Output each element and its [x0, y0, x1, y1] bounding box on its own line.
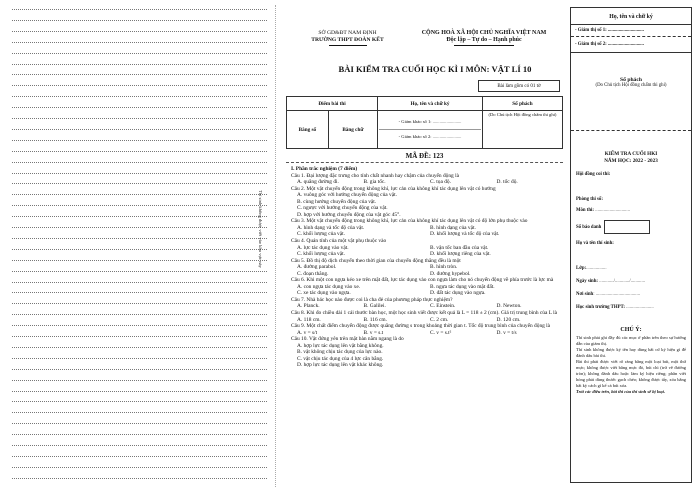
answer-option[interactable]: D. 120 cm.	[496, 316, 521, 323]
question-text: Câu 5. Đồ thị độ dịch chuyển theo thời gian của chuyển động thẳng đều là một	[291, 257, 461, 264]
dotted-line	[12, 118, 267, 119]
dotted-line	[12, 205, 267, 206]
dotted-line	[12, 423, 267, 424]
dotted-line	[12, 85, 267, 86]
dotted-line	[12, 140, 267, 141]
dotted-line	[12, 369, 267, 370]
question	[291, 323, 563, 336]
notice-1: Thí sinh phải ghi đầy đủ các mục ở phần trên theo sự hướng dẫn của giám thị.	[576, 335, 686, 346]
nation-header	[410, 30, 558, 46]
answer-option[interactable]: D. đất tác dụng vào ngựa.	[430, 290, 486, 297]
answer-option[interactable]: D. v = t/s	[496, 329, 517, 336]
question-text: Câu 2. Một vật chuyển động trong không khí, lực cản của không khí tác dụng lên vật có hướng	[291, 185, 496, 192]
dotted-line	[12, 42, 267, 43]
answer-option[interactable]: A. vuông góc với hướng chuyển động của vật.	[297, 192, 397, 199]
place-label: Nơi sinh	[576, 292, 594, 297]
dotted-line	[12, 347, 267, 348]
council-field[interactable]	[571, 171, 691, 178]
question	[291, 173, 563, 186]
dotted-line	[12, 260, 267, 261]
code-header: Số phách	[482, 97, 562, 111]
student-of-dots: .......................	[626, 305, 654, 310]
dotted-line	[12, 467, 267, 468]
department: SỞ GD&ĐT NAM ĐỊNH	[318, 30, 377, 36]
notice-2: Thí sinh không được ký tên hay dùng bất cứ ký hiệu gì để đánh dấu bài thi.	[576, 347, 686, 358]
answer-options	[291, 264, 563, 277]
school-header	[300, 30, 395, 46]
question-list	[291, 166, 563, 369]
dotted-line	[12, 183, 267, 184]
answer-option[interactable]: A. 118 cm.	[297, 316, 321, 323]
nation-name: CỘNG HOÀ XÃ HỘI CHỦ NGHĨA VIỆT NAM	[421, 30, 547, 36]
exam-code: MÃ ĐỀ: 123	[405, 152, 444, 160]
dotted-line	[12, 129, 267, 130]
cut-divider	[571, 130, 691, 131]
score-words-label: Bằng chữ	[328, 111, 377, 149]
answer-option[interactable]: A. quãng đường đi.	[297, 179, 339, 186]
examiners-cell	[378, 111, 483, 149]
answer-option[interactable]: B. vận tốc ban đầu của vật.	[430, 244, 489, 251]
dotted-line	[12, 216, 267, 217]
question-text: Câu 7. Nhà bác học nào được coi là cha đẻ của phương pháp thực nghiệm?	[291, 296, 453, 303]
motto-underline	[454, 45, 514, 46]
answer-options	[291, 179, 563, 186]
score-header: Điểm bài thi	[287, 97, 378, 111]
proctor-1[interactable]: - Giám thị số 1: ..............................	[575, 28, 644, 33]
dotted-line	[12, 238, 267, 239]
answer-option[interactable]: D. hợp với hướng chuyển động của vật góc 45°.	[297, 211, 401, 218]
exam-name-block	[571, 151, 691, 165]
subject-dots: .............................	[595, 208, 630, 213]
answer-option[interactable]: C. vật chịu tác dụng của 4 lực cân bằng.	[297, 355, 384, 362]
answer-option[interactable]: B. 116 cm.	[363, 316, 387, 323]
header-underline	[329, 45, 367, 46]
section-title: I. Phần trắc nghiệm (7 điểm)	[291, 166, 358, 172]
dob-field[interactable]	[571, 278, 691, 285]
answer-option[interactable]: A. hình dạng và tốc độ của vật.	[297, 224, 365, 231]
dotted-line	[12, 434, 267, 435]
sidebar-code-title: Số phách	[620, 77, 642, 83]
proctor-2[interactable]: - Giám thị số 2: ..............................	[575, 42, 644, 47]
answer-option[interactable]: A. đường parabol.	[297, 264, 337, 271]
score-number-label: Bằng số	[287, 111, 329, 149]
question	[291, 258, 563, 278]
dotted-line	[12, 107, 267, 108]
student-of-field[interactable]	[571, 304, 691, 311]
dotted-line	[12, 194, 267, 195]
dotted-line	[12, 401, 267, 402]
dotted-line	[12, 271, 267, 272]
answer-options	[291, 343, 563, 369]
margin-note: Thí sinh không được viết vào khu vực này	[258, 190, 263, 268]
answer-option[interactable]: D. khối lượng và tốc độ của vật.	[430, 231, 500, 238]
place-dots: : .....................................	[593, 292, 641, 297]
school-name: TRƯỜNG THPT ĐOÀN KẾT	[311, 37, 384, 43]
question	[291, 277, 563, 297]
dotted-line	[12, 358, 267, 359]
answer-options	[291, 225, 563, 238]
dob-label: Ngày sinh:	[576, 279, 598, 284]
fullname-label: Họ và tên thí sinh:	[576, 241, 614, 246]
divider	[571, 36, 691, 37]
question-text: Câu 3. Một vật chuyển động trong không khí, lực cản của không khí tác dụng lên vật có độ lớn phụ thuộc vào	[291, 218, 528, 225]
place-field[interactable]	[571, 291, 691, 298]
dotted-line	[12, 282, 267, 283]
answer-option[interactable]: B. cùng hướng chuyển động của vật.	[297, 198, 377, 205]
question	[291, 310, 563, 323]
dotted-line	[12, 96, 267, 97]
score-table	[286, 96, 563, 149]
answer-option[interactable]: B. gia tốc.	[363, 179, 386, 186]
answer-option[interactable]: C. v = s.t²	[430, 329, 452, 336]
exam-name: KIỂM TRA CUỐI HKI	[604, 151, 658, 157]
fullname-field[interactable]	[571, 240, 691, 247]
question	[291, 297, 563, 310]
answer-option[interactable]: C. ngược với hướng chuyển động của vật.	[297, 205, 388, 212]
divider	[571, 52, 691, 53]
notice-3: Bài thi phải được viết rõ ràng bằng một loại bút, một thứ mực; không được viết bằng mực đỏ, bút chì (trừ vẽ đường tròn); không đánh dấu hoặc làm ký hiệu riêng; phần viết hỏng phải dùng thước gạch chéo; không được tẩy, xóa bằng bất kỳ cách gì kể cả bút xóa.	[576, 359, 686, 388]
class-field[interactable]	[571, 265, 691, 272]
dotted-line	[12, 74, 267, 75]
question	[291, 218, 563, 238]
question	[291, 336, 563, 369]
dotted-line	[12, 162, 267, 163]
answer-option[interactable]: B. hình tròn.	[430, 264, 458, 271]
dob-dots: ............/............/............	[599, 279, 646, 284]
dotted-line	[12, 249, 267, 250]
answer-option[interactable]: C. tọa độ.	[430, 179, 451, 186]
notice-4: Trái các điều trên, bài thi của thí sinh sẽ bị loại.	[576, 389, 665, 394]
dotted-line	[12, 325, 267, 326]
council-label: Hội đồng coi thi:	[576, 172, 611, 177]
answer-option[interactable]: D. tốc độ.	[496, 179, 518, 186]
answer-option[interactable]: B. hình dạng của vật.	[430, 224, 476, 231]
answer-options	[291, 192, 563, 218]
question-text: Câu 8. Khi đo chiều dài 1 cái thước bàn học, một học sinh viết được kết quả là L = 118 ± 2 (cm). Giá trị trung bình của L là	[291, 310, 558, 317]
answer-option[interactable]: B. Galilei.	[363, 303, 386, 310]
question-text: Câu 4. Quán tính của một vật phụ thuộc vào	[291, 238, 387, 245]
dotted-line	[12, 31, 267, 32]
cut-line	[275, 5, 276, 487]
dotted-line	[12, 173, 267, 174]
class-dots: .................	[586, 266, 607, 271]
dotted-line	[12, 151, 267, 152]
subject-field[interactable]	[571, 207, 691, 214]
question-text: Câu 6. Khi một con ngựa kéo xe trên mặt đất, lực tác dụng vào con ngựa làm cho nó chuyển động về phía trước là lực mà	[291, 277, 554, 284]
answer-option[interactable]: A. con ngựa tác dụng vào xe.	[297, 283, 361, 290]
sidebar-code-note: (Do Chủ tịch Hội đồng chấm thi ghi)	[595, 83, 667, 88]
examiner-1[interactable]: - Giám khảo số 1: .........................	[398, 119, 462, 124]
answer-option[interactable]: A. lực tác dụng vào vật.	[297, 244, 349, 251]
dotted-line	[12, 64, 267, 65]
answer-option[interactable]: B. v = s.t	[363, 329, 384, 336]
code-note: (Do Chủ tịch Hội đồng chấm thi ghi)	[482, 111, 562, 149]
answer-option[interactable]: A. hợp lực tác dụng lên vật bằng không.	[297, 342, 384, 349]
answer-option[interactable]: B. vật không chịu tác dụng của lực nào.	[297, 349, 383, 356]
answer-option[interactable]: D. hợp lực tác dụng lên vật khác không.	[297, 362, 384, 369]
candidate-sidebar	[570, 7, 692, 483]
answer-option[interactable]: C. khối lượng của vật.	[297, 231, 345, 238]
dotted-line	[12, 456, 267, 457]
answer-option[interactable]: A. v = s/t	[297, 329, 318, 336]
question-text: Câu 1. Đại lượng đặc trưng cho tính chất nhanh hay chậm của chuyển động là	[291, 172, 459, 179]
dotted-line	[12, 336, 267, 337]
dotted-line	[12, 445, 267, 446]
dotted-line	[12, 314, 267, 315]
answer-option[interactable]: C. Einstein.	[430, 303, 456, 310]
notice-title: CHÚ Ý:	[620, 327, 642, 333]
dotted-line	[12, 20, 267, 21]
sidebar-names-title: Họ, tên và chữ ký	[609, 14, 653, 20]
exam-title: BÀI KIỂM TRA CUỐI HỌC KÌ I MÔN: VẬT LÍ 10	[338, 64, 532, 74]
room-label: Phòng thi số:	[576, 197, 603, 202]
question	[291, 238, 563, 258]
room-field[interactable]	[571, 196, 691, 203]
answer-option[interactable]: A. Planck.	[297, 303, 320, 310]
answer-options	[291, 245, 563, 258]
dotted-line	[12, 292, 267, 293]
class-label: Lớp:	[576, 266, 587, 271]
examiner-2[interactable]: - Giám khảo số 2: .........................	[379, 129, 481, 141]
answer-option[interactable]: C. khối lượng của vật.	[297, 251, 345, 258]
candidate-no-field[interactable]	[571, 220, 691, 234]
candidate-no-label: Số báo danh	[576, 225, 602, 231]
dotted-line	[12, 380, 267, 381]
separator	[286, 162, 563, 163]
answer-option[interactable]: D. đường hypebol.	[430, 270, 471, 277]
pages-note: Bài làm gồm có 01 tờ	[478, 80, 560, 92]
question	[291, 186, 563, 219]
student-of-label: Học sinh trường THPT:	[576, 305, 625, 310]
answer-option[interactable]: C. đoạn thẳng.	[297, 270, 329, 277]
subject-label: Môn thi:	[576, 208, 594, 213]
dotted-line	[12, 478, 267, 479]
question-text: Câu 10. Vật đứng yên trên mặt bàn nằm ngang là do	[291, 336, 404, 343]
question-text: Câu 9. Một chất điểm chuyển động được quãng đường s trong khoảng thời gian t. Tốc độ trung bình của chuyển động là	[291, 323, 551, 330]
dotted-line	[12, 391, 267, 392]
answer-options	[291, 284, 563, 297]
school-year: NĂM HỌC: 2022 - 2023	[604, 158, 658, 164]
answer-option[interactable]: B. ngựa tác dụng vào mặt đất.	[430, 283, 495, 290]
answer-option[interactable]: D. Newton.	[496, 303, 522, 310]
answer-option[interactable]: C. 2 cm.	[430, 316, 449, 323]
dotted-line	[12, 412, 267, 413]
answer-option[interactable]: D. khối lượng riêng của vật.	[430, 251, 491, 258]
dotted-line	[12, 9, 267, 10]
candidate-no-box[interactable]	[604, 220, 650, 234]
dotted-line	[12, 303, 267, 304]
dotted-line	[12, 53, 267, 54]
answer-option[interactable]: C. xe tác dụng vào ngựa.	[297, 290, 351, 297]
nation-motto: Độc lập – Tự do – Hạnh phúc	[446, 37, 522, 43]
dotted-line	[12, 227, 267, 228]
names-header: Họ, tên và chữ ký	[378, 97, 483, 111]
notice-text	[571, 333, 691, 397]
